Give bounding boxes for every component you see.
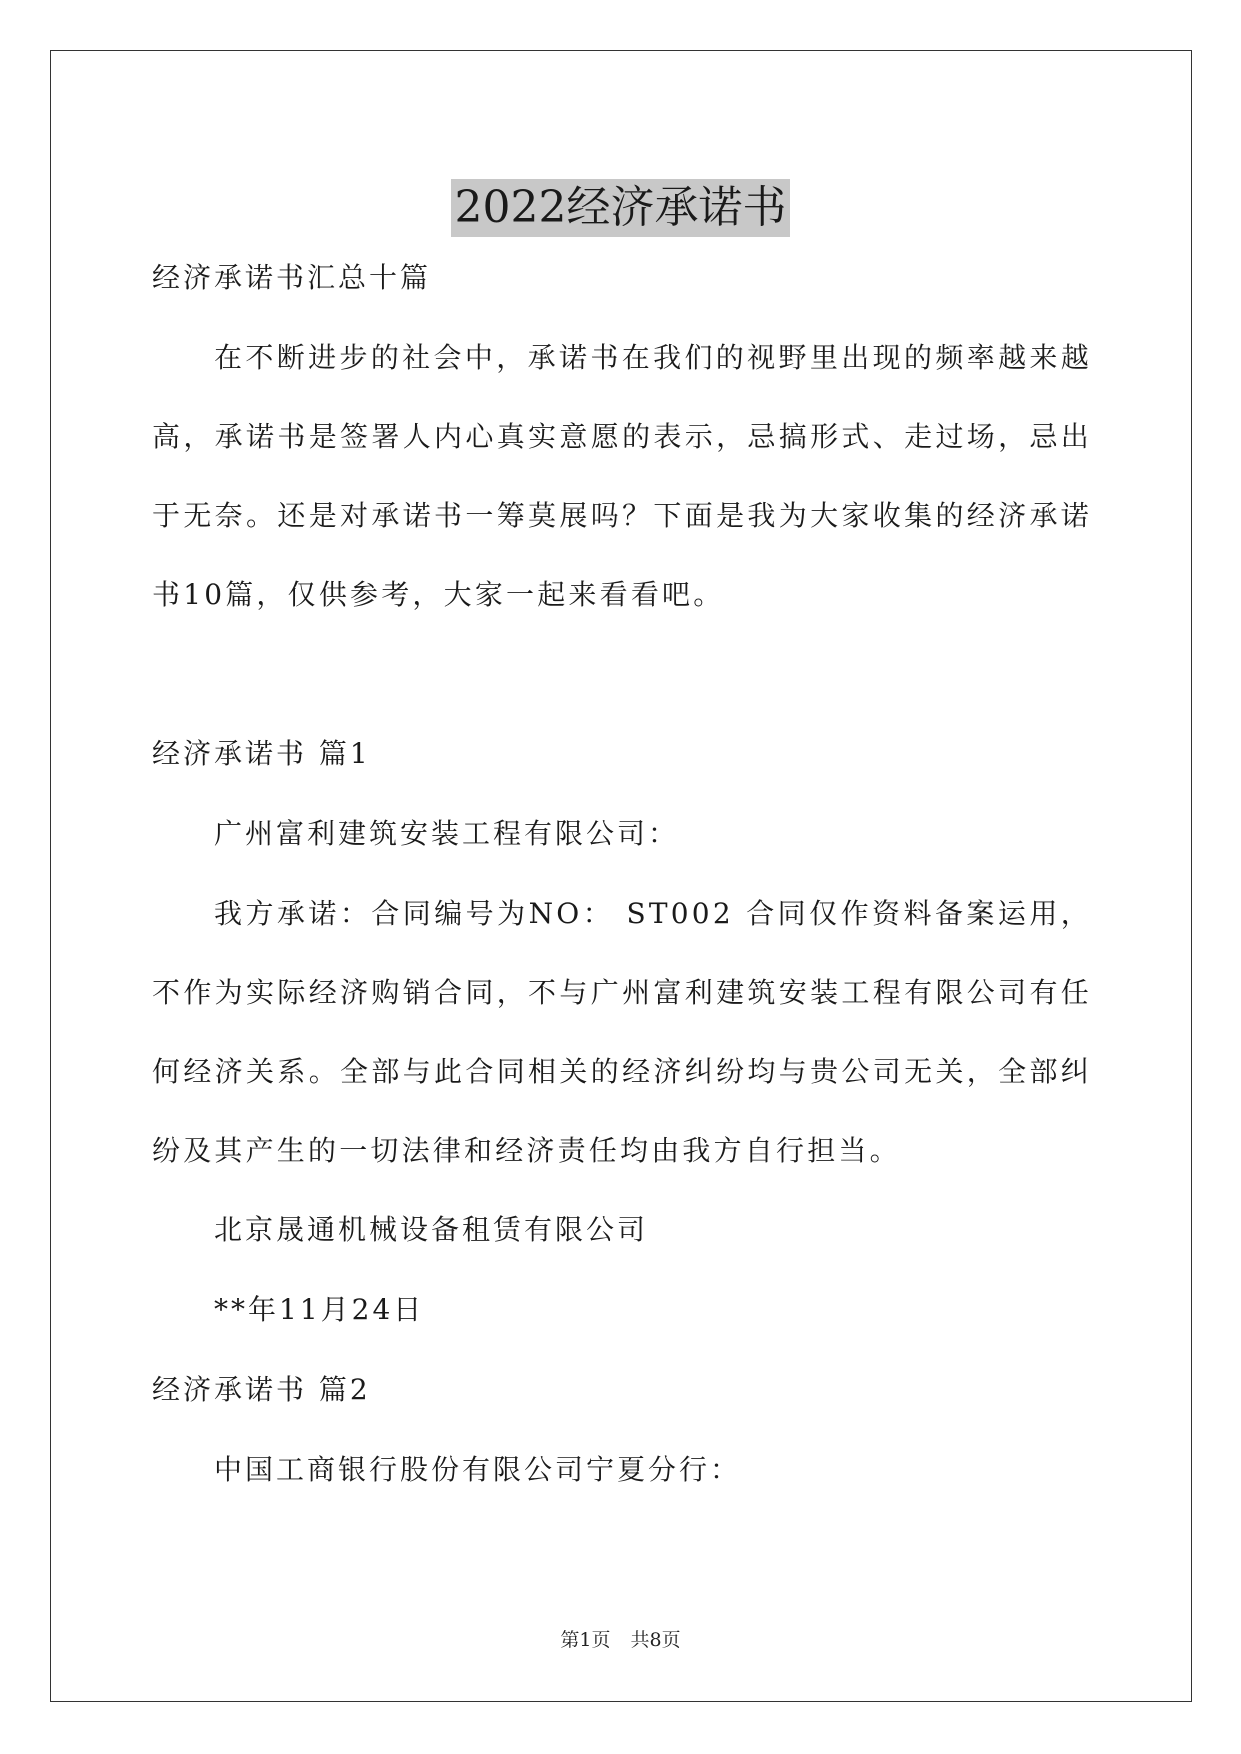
section-date: **年11月24日: [214, 1293, 425, 1326]
intro-paragraph: 在不断进步的社会中，承诺书在我们的视野里出现的频率越来越高，承诺书是签署人内心真实意愿的表示，忌搞形式、走过场，忌出于无奈。还是对承诺书一筹莫展吗？下面是我为大家收集的经济承诺书10篇，仅供参考，大家一起来看看吧。: [152, 341, 1092, 611]
document-subtitle: 经济承诺书汇总十篇: [152, 261, 432, 294]
section-body: 我方承诺：合同编号为NO： ST002 合同仅作资料备案运用，不作为实际经济购销合同，不与广州富利建筑安装工程有限公司有任何经济关系。全部与此合同相关的经济纠纷均与贵公司无关，全部纠纷及其产生的一切法律和经济责任均由我方自行担当。: [152, 897, 1092, 1167]
document-body: [152, 238, 1092, 1510]
section-heading: 经济承诺书 篇2: [152, 1373, 371, 1406]
section-addressee: 中国工商银行股份有限公司宁夏分行：: [214, 1453, 742, 1486]
section-signature: 北京晟通机械设备租赁有限公司: [214, 1213, 649, 1246]
page-total: 共8页: [630, 1629, 681, 1651]
page-number: 第1页: [560, 1629, 611, 1651]
page-footer: [0, 1625, 1241, 1652]
section-heading: 经济承诺书 篇1: [152, 737, 371, 770]
section-addressee: 广州富利建筑安装工程有限公司：: [214, 817, 680, 850]
spacer: [152, 634, 1092, 714]
document-title: 2022经济承诺书: [451, 179, 791, 237]
